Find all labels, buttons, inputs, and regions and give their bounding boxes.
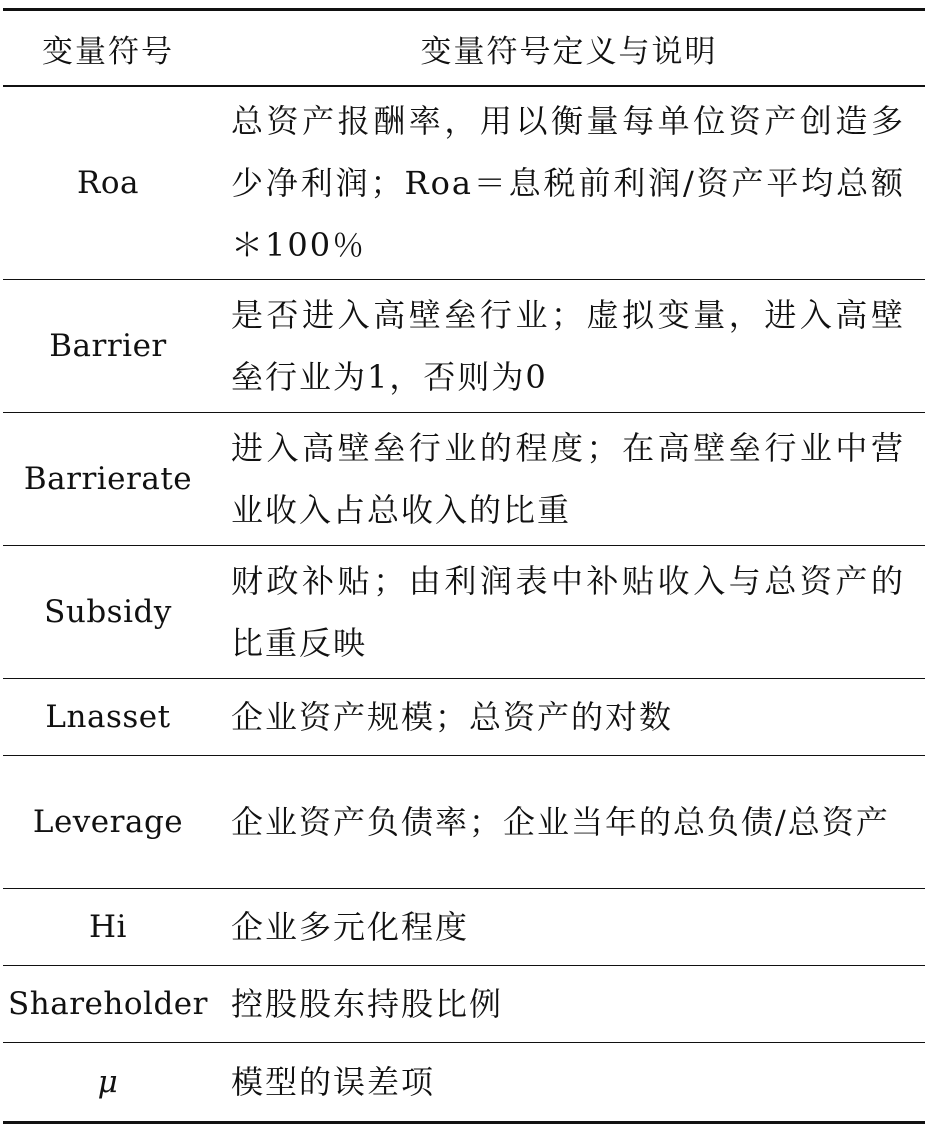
variable-symbol: Barrierate xyxy=(23,461,193,497)
variable-symbol: Barrier xyxy=(49,328,167,364)
table-row xyxy=(3,889,925,966)
variable-symbol: μ xyxy=(97,1064,119,1100)
table-row xyxy=(3,86,925,280)
table-row xyxy=(3,413,925,546)
table-row xyxy=(3,966,925,1043)
table-body xyxy=(3,86,925,1123)
variable-symbol: Lnasset xyxy=(45,699,171,735)
header-definition: 变量符号定义与说明 xyxy=(420,33,718,70)
variable-symbol: Hi xyxy=(89,909,127,945)
variable-definition: 模型的误差项 xyxy=(231,1063,436,1101)
variable-definition: 进入高壁垒行业的程度；在高壁垒行业中营业收入占总收入的比重 xyxy=(231,429,905,529)
variable-definition: 财政补贴；由利润表中补贴收入与总资产的比重反映 xyxy=(231,562,905,662)
variable-definition: 控股股东持股比例 xyxy=(231,985,504,1023)
variable-definition: 总资产报酬率，用以衡量每单位资产创造多少净利润；Roa＝息税前利润/资产平均总额＊100％ xyxy=(231,102,905,264)
table-row xyxy=(3,679,925,756)
variable-definition: 企业资产规模；总资产的对数 xyxy=(231,698,674,736)
table-row xyxy=(3,546,925,679)
variable-definition-table xyxy=(3,8,925,1124)
variable-definition-table-container xyxy=(3,8,925,1124)
variable-symbol: Shareholder xyxy=(8,986,208,1022)
header-symbol: 变量符号 xyxy=(42,33,174,70)
table-row xyxy=(3,1043,925,1123)
variable-definition: 企业多元化程度 xyxy=(231,908,470,946)
header-row xyxy=(3,10,925,87)
table-header xyxy=(3,10,925,87)
variable-definition: 是否进入高壁垒行业；虚拟变量，进入高壁垒行业为1，否则为0 xyxy=(231,296,905,396)
variable-symbol: Subsidy xyxy=(44,594,172,630)
variable-symbol: Roa xyxy=(77,165,139,201)
variable-definition: 企业资产负债率；企业当年的总负债/总资产 xyxy=(231,803,890,841)
table-row xyxy=(3,280,925,413)
variable-symbol: Leverage xyxy=(32,804,184,840)
table-row xyxy=(3,756,925,889)
